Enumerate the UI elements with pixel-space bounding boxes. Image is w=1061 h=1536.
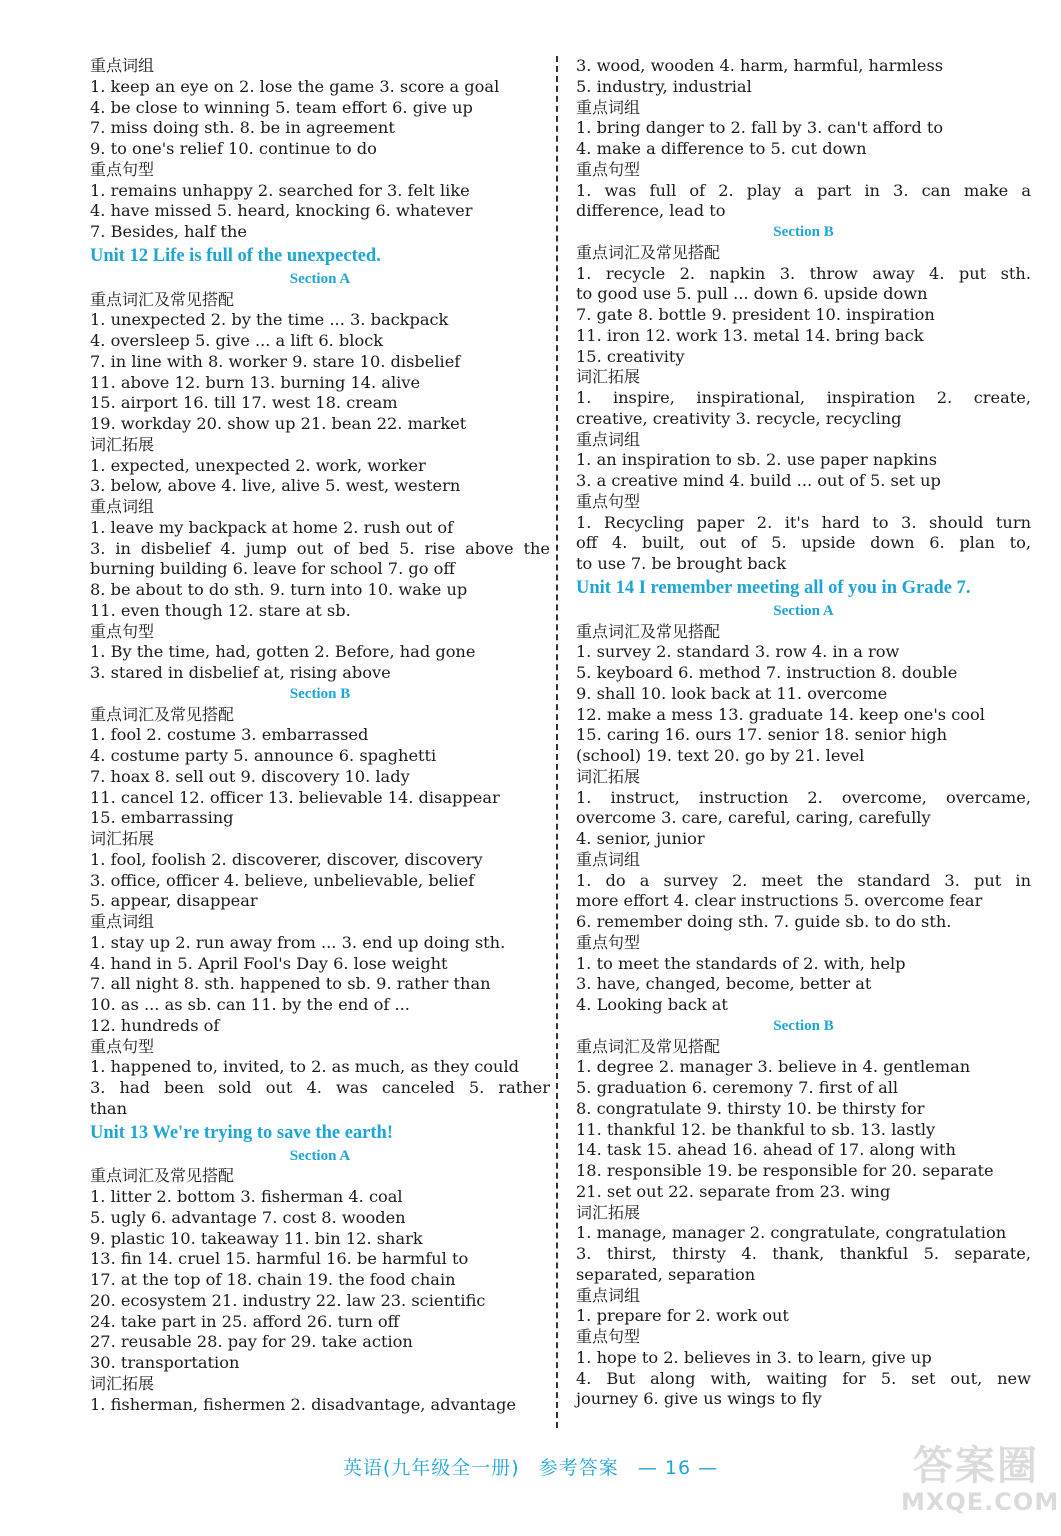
unit-heading: Unit 12 Life is full of the unexpected.: [90, 245, 381, 266]
answer-line: 1. fisherman, fishermen 2. disadvantage, advantage: [90, 1394, 516, 1414]
answer-line: to use 7. be brought back: [576, 554, 787, 573]
answer-line: 5. ugly 6. advantage 7. cost 8. wooden: [90, 1207, 406, 1227]
answer-line: 17. at the top of 18. chain 19. the food chain: [90, 1270, 456, 1289]
answer-line: 12. hundreds of: [90, 1015, 220, 1035]
answer-line: off 4. built, out of 5. upside down 6. plan to,: [576, 533, 1031, 553]
answer-line: 1. Recycling paper 2. it's hard to 3. should turn: [576, 512, 1031, 532]
answer-line: 1. hope to 2. believes in 3. to learn, give up: [576, 1347, 932, 1367]
answer-line: 3. wood, wooden 4. harm, harmful, harmless: [576, 56, 944, 75]
answer-line: more effort 4. clear instructions 5. overcome fear: [576, 891, 983, 911]
section-heading: Section B: [289, 685, 351, 702]
answer-line: 1. to meet the standards of 2. with, help: [576, 953, 906, 973]
answer-line: 30. transportation: [90, 1353, 240, 1372]
subheading: 重点句型: [576, 491, 641, 511]
answer-line: 8. congratulate 9. thirsty 10. be thirsty for: [576, 1098, 925, 1118]
subheading: 重点句型: [576, 1327, 641, 1346]
answer-line: 1. degree 2. manager 3. believe in 4. gentleman: [576, 1057, 971, 1077]
answer-line: 18. responsible 19. be responsible for 20. separate: [576, 1161, 994, 1180]
answer-line: 15. airport 16. till 17. west 18. cream: [90, 393, 398, 413]
answer-line: 1. manage, manager 2. congratulate, congratulation: [576, 1223, 1007, 1243]
answer-line: 6. remember doing sth. 7. guide sb. to do sth.: [576, 912, 952, 931]
answer-line: 3. had been sold out 4. was canceled 5. rather: [90, 1078, 550, 1097]
subheading: 重点词汇及常见搭配: [576, 621, 721, 641]
subheading: 重点词组: [576, 1285, 641, 1305]
footer-title: 参考答案: [538, 1457, 619, 1479]
answer-line: 11. thankful 12. be thankful to sb. 13. lastly: [576, 1119, 936, 1139]
answer-line: 1. inspire, inspirational, inspiration 2. create,: [576, 388, 1031, 407]
subheading: 重点句型: [90, 621, 155, 641]
answer-line: 1. happened to, invited, to 2. as much, as they could: [90, 1057, 520, 1077]
answer-line: 5. industry, industrial: [576, 76, 752, 96]
section-heading: Section B: [773, 224, 834, 240]
column-divider: [556, 56, 558, 1428]
watermark-bottom: MXQE.COM: [901, 1488, 1060, 1516]
subheading: 重点句型: [576, 932, 641, 952]
answer-line: 4. hand in 5. April Fool's Day 6. lose weight: [90, 953, 448, 973]
answer-line: than: [90, 1098, 128, 1118]
answer-line: 3. stared in disbelief at, rising above: [90, 663, 391, 682]
answer-line: 1. expected, unexpected 2. work, worker: [90, 455, 426, 475]
answer-line: 10. as ... as sb. can 11. by the end of ...: [90, 995, 410, 1014]
subheading: 重点词组: [90, 497, 155, 516]
answer-line: 7. gate 8. bottle 9. president 10. inspiration: [576, 305, 935, 324]
answer-line: 7. hoax 8. sell out 9. discovery 10. lady: [90, 766, 410, 786]
answer-line: 1. fool, foolish 2. discoverer, discover, discovery: [90, 849, 483, 869]
answer-line: 9. shall 10. look back at 11. overcome: [576, 683, 888, 703]
subheading: 词汇拓展: [90, 1373, 155, 1393]
section-heading: Section A: [289, 270, 351, 287]
subheading: 重点词组: [576, 849, 641, 869]
answer-line: (school) 19. text 20. go by 21. level: [576, 746, 865, 765]
answer-line: 5. graduation 6. ceremony 7. first of all: [576, 1078, 899, 1097]
left-column: [90, 56, 550, 1415]
answer-line: 8. be about to do sth. 9. turn into 10. wake up: [90, 580, 468, 599]
subheading: 重点词汇及常见搭配: [90, 1166, 235, 1186]
answer-line: 1. prepare for 2. work out: [576, 1306, 789, 1326]
unit-heading: Unit 14 I remember meeting all of you in Grade 7.: [576, 577, 971, 598]
answer-line: 1. was full of 2. play a part in 3. can make a: [576, 180, 1031, 200]
watermark-top: 答案圈: [913, 1443, 1039, 1489]
answer-line: creative, creativity 3. recycle, recycling: [576, 408, 902, 428]
answer-line: 4. Looking back at: [576, 995, 728, 1014]
answer-line: 20. ecosystem 21. industry 22. law 23. scientific: [90, 1290, 486, 1310]
section-heading: Section B: [773, 1017, 834, 1034]
answer-line: 7. all night 8. sth. happened to sb. 9. rather than: [90, 974, 491, 994]
subheading: 重点词汇及常见搭配: [576, 1036, 721, 1056]
answer-line: 11. iron 12. work 13. metal 14. bring back: [576, 325, 924, 345]
answer-line: 7. Besides, half the: [90, 222, 247, 241]
answer-line: difference, lead to: [576, 201, 726, 221]
answer-line: 3. office, officer 4. believe, unbelievable, belief: [90, 870, 475, 890]
answer-line: 1. fool 2. costume 3. embarrassed: [90, 725, 369, 745]
answer-line: 11. even though 12. stare at sb.: [90, 600, 351, 620]
answer-line: 3. have, changed, become, better at: [576, 974, 872, 994]
answer-line: 24. take part in 25. afford 26. turn off: [90, 1311, 400, 1331]
subheading: 重点词组: [576, 429, 641, 449]
answer-line: separated, separation: [576, 1264, 756, 1284]
right-column: [576, 56, 1031, 1410]
answer-line: 27. reusable 28. pay for 29. take action: [90, 1332, 413, 1352]
answer-line: 13. fin 14. cruel 15. harmful 16. be harmful to: [90, 1249, 469, 1269]
answer-line: burning building 6. leave for school 7. go off: [90, 559, 455, 579]
answer-line: 3. below, above 4. live, alive 5. west, western: [90, 476, 461, 496]
answer-line: 14. task 15. ahead 16. ahead of 17. along with: [576, 1140, 956, 1160]
subheading: 重点词汇及常见搭配: [576, 242, 721, 262]
answer-line: 4. be close to winning 5. team effort 6. give up: [90, 97, 473, 117]
answer-line: 4. senior, junior: [576, 829, 705, 848]
answer-line: 4. make a difference to 5. cut down: [576, 139, 867, 158]
answer-line: 1. By the time, had, gotten 2. Before, had gone: [90, 642, 476, 662]
answer-line: 1. instruct, instruction 2. overcome, overcame,: [576, 787, 1031, 807]
answer-line: 15. caring 16. ours 17. senior 18. senior high: [576, 725, 948, 745]
subheading: 词汇拓展: [576, 367, 641, 387]
answer-line: 19. workday 20. show up 21. bean 22. market: [90, 414, 467, 433]
answer-line: 9. to one's relief 10. continue to do: [90, 139, 377, 158]
subheading: 重点词组: [90, 912, 155, 931]
answer-line: 3. thirst, thirsty 4. thank, thankful 5. separate,: [576, 1244, 1031, 1263]
answer-line: 3. in disbelief 4. jump out of bed 5. rise above the: [90, 538, 550, 558]
subheading: 重点句型: [90, 159, 155, 179]
answer-line: 1. survey 2. standard 3. row 4. in a row: [576, 642, 900, 662]
answer-line: 4. costume party 5. announce 6. spaghetti: [90, 746, 437, 765]
subheading: 词汇拓展: [576, 1202, 641, 1222]
answer-line: overcome 3. care, careful, caring, carefully: [576, 808, 931, 828]
section-heading: Section A: [773, 602, 834, 619]
page-number: — 16 —: [637, 1457, 719, 1479]
answer-line: 11. cancel 12. officer 13. believable 14. disappear: [90, 787, 500, 807]
subheading: 词汇拓展: [576, 766, 641, 786]
answer-line: 7. miss doing sth. 8. be in agreement: [90, 118, 395, 138]
subheading: 重点词汇及常见搭配: [90, 289, 235, 309]
answer-line: 1. recycle 2. napkin 3. throw away 4. put sth.: [576, 263, 1031, 283]
answer-line: 7. in line with 8. worker 9. stare 10. disbelief: [90, 351, 461, 371]
answer-line: 12. make a mess 13. graduate 14. keep one's cool: [576, 704, 985, 724]
answer-line: 5. keyboard 6. method 7. instruction 8. double: [576, 663, 958, 682]
answer-line: 5. appear, disappear: [90, 891, 258, 911]
footer-subject: 英语(九年级全一册): [342, 1457, 520, 1479]
subheading: 重点词汇及常见搭配: [90, 704, 235, 724]
subheading: 重点词组: [90, 56, 155, 75]
answer-line: 21. set out 22. separate from 23. wing: [576, 1181, 891, 1201]
answer-line: 1. do a survey 2. meet the standard 3. put in: [576, 870, 1031, 890]
subheading: 重点句型: [576, 159, 641, 179]
subheading: 重点句型: [90, 1036, 155, 1056]
answer-line: 4. oversleep 5. give ... a lift 6. block: [90, 331, 384, 350]
watermark-logo: [901, 1443, 1060, 1524]
answer-line: 15. creativity: [576, 346, 685, 366]
answer-line: 4. have missed 5. heard, knocking 6. whatever: [90, 201, 473, 221]
answer-line: 1. leave my backpack at home 2. rush out of: [90, 517, 454, 537]
answer-line: 1. an inspiration to sb. 2. use paper napkins: [576, 450, 938, 470]
section-heading: Section A: [289, 1147, 351, 1164]
answer-line: 1. remains unhappy 2. searched for 3. felt like: [90, 180, 470, 200]
answer-line: 3. a creative mind 4. build ... out of 5. set up: [576, 471, 941, 490]
answer-line: 15. embarrassing: [90, 808, 234, 828]
answer-line: 1. litter 2. bottom 3. fisherman 4. coal: [90, 1187, 403, 1206]
answer-line: 1. keep an eye on 2. lose the game 3. score a goal: [90, 76, 500, 96]
answer-line: 1. unexpected 2. by the time ... 3. backpack: [90, 310, 449, 330]
answer-line: 1. bring danger to 2. fall by 3. can't afford to: [576, 118, 944, 138]
subheading: 重点词组: [576, 97, 641, 117]
subheading: 词汇拓展: [90, 829, 155, 848]
subheading: 词汇拓展: [90, 434, 155, 454]
answer-line: journey 6. give us wings to fly: [576, 1389, 822, 1409]
answer-line: to good use 5. pull ... down 6. upside down: [576, 284, 928, 304]
unit-heading: Unit 13 We're trying to save the earth!: [90, 1122, 393, 1143]
answer-line: 11. above 12. burn 13. burning 14. alive: [90, 372, 421, 392]
answer-line: 4. But along with, waiting for 5. set out, new: [576, 1368, 1031, 1388]
answer-line: 9. plastic 10. takeaway 11. bin 12. shark: [90, 1228, 423, 1248]
answer-line: 1. stay up 2. run away from ... 3. end up doing sth.: [90, 932, 506, 952]
